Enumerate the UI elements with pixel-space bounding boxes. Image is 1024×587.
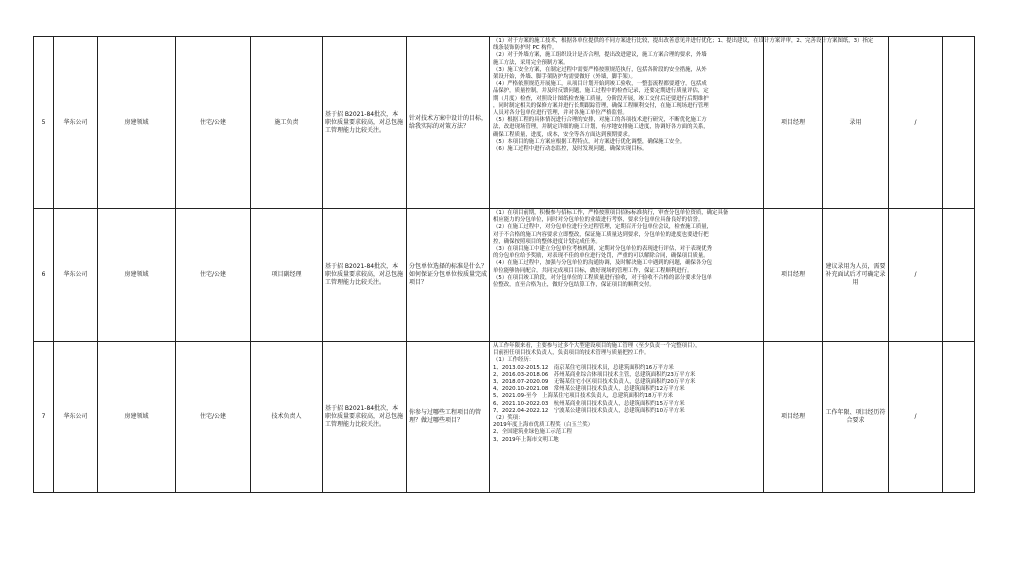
answer-line: 3、2019年上海市文明工地 (493, 436, 559, 443)
answer-line: 单位能够协同配合，共同完成项目目标，做好现场的管理工作，保证工程顺利进行。 (493, 267, 693, 274)
answer-line: （2）对于外墙方案，施工组织设计是否合理，提出改进建议，施工方案合理的要求，外墙 (493, 52, 707, 59)
requirement-cell: 基于招 B2021-84批次，本职位质量要求较高，对总包施工管理能力比较关注。 (323, 209, 407, 342)
category-cell: 住宅/公建 (176, 37, 251, 209)
answer-line: 1、2013.02-2015.12 南京某住宅项目技术员，总建筑面积约16万平方米 (493, 364, 674, 371)
question-cell: 针对技术方案中设计的目标，给我实际的对策方法？ (407, 37, 490, 209)
answer-line: （1）对于方案的施工技术，根据各单位提供的不同方案进行比较，提出改善意见并进行优化；1、提出建议，在设计方案评审，2、完善设计方案图纸，3）指定 (493, 38, 874, 44)
interview-method-cell: 项目经理 (764, 209, 823, 342)
answer-line: 4、2020.10-2021.08 常州某公建项目技术负责人，总建筑面积约12万平方米 (493, 386, 685, 393)
answer-cell (490, 209, 764, 342)
company-cell: 华东公司 (54, 342, 98, 493)
table-row (34, 37, 975, 209)
row-index-cell: 7 (34, 342, 54, 493)
interview-method-cell: 项目经理 (764, 37, 823, 209)
answer-line: 期（月度）检查，对照设计图纸检查施工质量，分阶段开展，竣工交付后还要进行后期维护 (493, 95, 709, 102)
row-index-cell: 5 (34, 37, 54, 209)
answer-line: 2、2016.03-2018.06 苏州某商业综合体项目技术主管，总建筑面积约23万平方米 (493, 371, 696, 378)
answer-line: 7、2022.04-2022.12 宁波某公建项目技术负责人，总建筑面积约10万平方米 (493, 407, 685, 414)
empty-cell (943, 37, 975, 209)
row-index-cell: 6 (34, 209, 54, 342)
answer-line: （5）在项目竣工阶段，对分包单位的工程质量进行验收，对于验收不合格的部分要求分包单 (493, 274, 713, 281)
company-cell: 华东公司 (54, 37, 98, 209)
answer-line: 2019年度上海市优质工程奖（白玉兰奖） (493, 422, 593, 429)
answer-line: （6）施工过程中进行动态监控，及时发现问题，确保实现目标。 (493, 146, 648, 153)
empty-cell (943, 209, 975, 342)
answer-line: 法，改进现场管理，并制定详细的施工计划，有序地安排施工进度，协调好各方面的关系， (493, 124, 709, 131)
result-cell: 工作年限、项目经历符合要求 (823, 342, 889, 493)
answer-line: （5）本项目的施工方案应根据工程特点，对方案进行优化调整，确保施工安全。 (493, 138, 686, 145)
project-domain-cell: 房建领域 (98, 37, 176, 209)
answer-line: 2、全国建筑业绿色施工示范工程 (493, 429, 572, 436)
result-cell: 建议录用为人员，需要补充面试后才可确定录用 (823, 209, 889, 342)
answer-line: 品保护，质量控制，并及时反馈问题，施工过程中的检查记录，还要定期进行质量评估，定 (493, 88, 709, 95)
project-domain-cell: 房建领域 (98, 342, 176, 493)
result-cell: 录用 (823, 37, 889, 209)
answer-line: 从工作年限来看，主要参与过多个大型建设项目的施工管理（至少负责一个完整项目）， (493, 343, 701, 349)
remark-cell: / (889, 209, 943, 342)
answer-line: 相应能力的分包单位，同时对分包单位的业绩进行考察，要求分包单位具备良好的信誉。 (493, 217, 704, 224)
answer-line: 对于不合格的施工内容要求立即整改，保证施工质量达到要求，分包单位的进度也要进行把 (493, 231, 709, 238)
answer-line: 人员对各分包单位进行管理，并对各施工单位严格监督。 (493, 110, 628, 117)
answer-line: （1）在项目前期，积极参与招标工作，严格按照项目招标标准执行，审查分包单位资质，确定具备 (493, 210, 729, 216)
company-cell: 华东公司 (54, 209, 98, 342)
answer-line: 控，确保按照项目的整体进度计划完成任务。 (493, 238, 601, 245)
remark-cell: / (889, 37, 943, 209)
project-domain-cell: 房建领域 (98, 209, 176, 342)
requirement-cell: 基于招 B2021-84批次，本职位质量要求较高，对总包施工管理能力比较关注。 (323, 342, 407, 493)
table-row (34, 342, 975, 493)
answer-line: （4）严格依照规范开展施工，从项目计划开始到竣工验收，一整套流程都要遵守，包括成 (493, 81, 707, 88)
answer-line: ，同时制定相关的保修方案并进行长期跟踪管理，确保工程顺利交付，在施工现场进行管理 (493, 102, 709, 109)
answer-line: 3、2018.07-2020.09 无锡某住宅小区项目技术负责人，总建筑面积约20万平方米 (493, 379, 696, 386)
position-cell: 技术负责人 (251, 342, 323, 493)
answer-line: （5）根据工程的具体情况进行合理的安排，对施工的各项技术进行研究，不断优化施工方 (493, 117, 707, 124)
answer-line: 架设开始，外墙、脚手架防护均需要做好（外墙，脚手架）。 (493, 74, 636, 81)
empty-cell (943, 342, 975, 493)
requirement-cell: 基于招 B2021-84批次，本职位质量要求较高，对总包施工管理能力比较关注。 (323, 37, 407, 209)
interview-method-cell: 项目经理 (764, 342, 823, 493)
position-cell: 项目副经理 (251, 209, 323, 342)
answer-line: 的分包单位给予奖励，对表现不佳的单位进行处罚，严重的可以解除合同，确保项目质量。 (493, 253, 709, 260)
answer-line: 线条装饰防护时 PC 构件。 (493, 45, 558, 52)
answer-line: 位整改，直至合格为止，做好分包结算工作，保证项目的顺利交付。 (493, 282, 655, 289)
interview-record-table (33, 36, 975, 493)
answer-line: （2）在施工过程中，对分包单位进行全过程管理，定期召开分包单位会议，检查施工质量， (493, 224, 713, 231)
answer-line: 施工方法，采用完全预制方案。 (493, 59, 569, 66)
answer-cell (490, 342, 764, 493)
answer-line: （2）奖项： (493, 415, 524, 422)
table-row (34, 209, 975, 342)
answer-line: （3）施工安全方案，在制定过程中需要严格按照规范执行，包括各阶段的安全措施，从外 (493, 66, 707, 73)
answer-line: 5、2021.09-至今 上海某住宅项目技术负责人，总建筑面积约18万平方米 (493, 393, 674, 400)
category-cell: 住宅/公建 (176, 342, 251, 493)
answer-line: （4）在施工过程中，加强与分包单位的沟通协调，及时解决施工中遇到的问题，确保各分包 (493, 260, 713, 267)
answer-line: （3）在项目施工中建立分包单位考核机制，定期对分包单位的表现进行评估，对于表现优秀 (493, 246, 713, 253)
answer-line: 6、2021.10-2022.03 杭州某商业项目技术负责人，总建筑面积约15万平方米 (493, 400, 685, 407)
category-cell: 住宅/公建 (176, 209, 251, 342)
position-cell: 施工负责 (251, 37, 323, 209)
answer-line: （1）工作经历： (493, 357, 535, 364)
question-cell: 分包单位选择的标准是什么？如何保证分包单位按质量完成项目？ (407, 209, 490, 342)
question-cell: 你参与过哪些工程项目的管理？做过哪些项目？ (407, 342, 490, 493)
answer-line: 确保工程质量，进度，成本，安全等各方面达到预期要求。 (493, 131, 634, 138)
remark-cell: / (889, 342, 943, 493)
answer-line: 目前担任项目技术负责人，负责项目的技术管理与质量把控工作。 (493, 350, 650, 357)
